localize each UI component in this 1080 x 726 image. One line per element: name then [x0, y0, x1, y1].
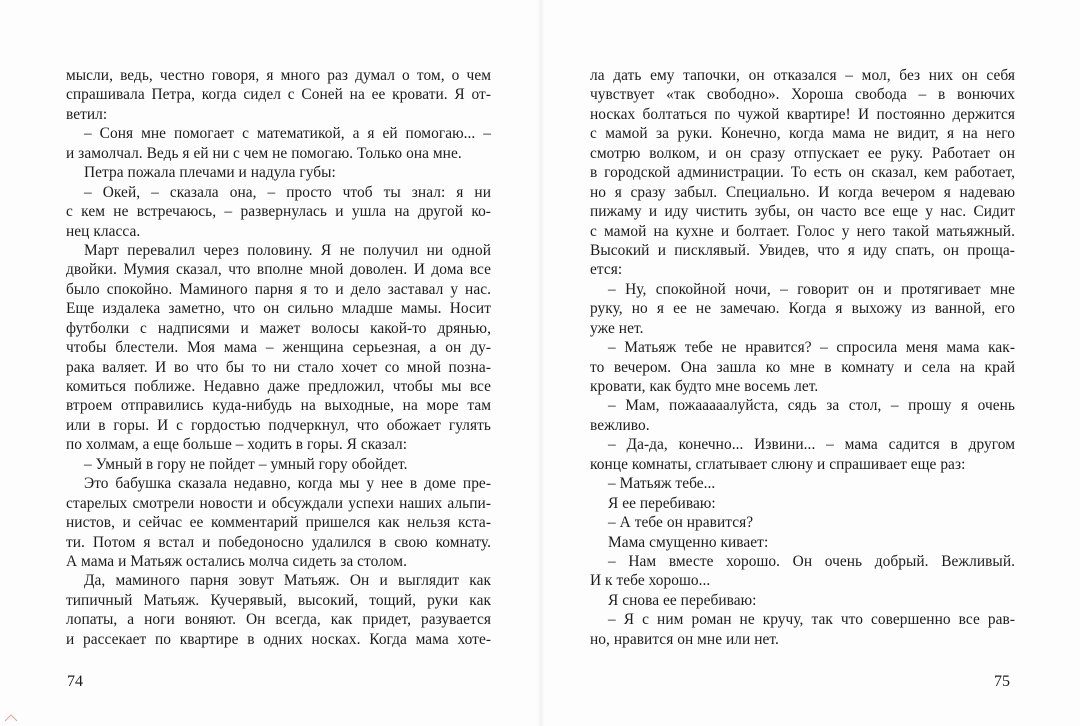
text-line: то вечером. Она зашла ко мне в комнату и села на край [590, 358, 1015, 376]
text-line: старелых смотрели новости и обсуждали успехи наших альпи- [66, 494, 491, 512]
text-line: ти. Потом я встал и победоносно удалился в свою комнату. [66, 533, 491, 551]
text-line: – Мам, пожааааалуйста, сядь за стол, – прошу я очень [608, 397, 1015, 415]
left-page-text [66, 66, 491, 649]
text-line: было спокойно. Маминого парня я то и дело заставал у нас. [66, 280, 491, 298]
text-line: руку, но я ее не замечаю. Когда я выхожу из ванной, его [590, 300, 1015, 318]
text-line: двойки. Мумия сказал, что вполне мной доволен. И дома все [66, 261, 491, 279]
left-page-number: 74 [67, 673, 83, 690]
text-line: но я сразу забыл. Специально. И когда вечером я надеваю [590, 183, 1015, 201]
text-line: Я ее перебиваю: [608, 494, 716, 512]
text-line: Высокий и писклявый. Увидев, что я иду спать, он проща- [590, 241, 1015, 259]
text-line: чтобы блестели. Моя мама – женщина серьезная, а он ду- [66, 339, 491, 357]
text-line: нец класса. [66, 222, 141, 240]
text-line: с мамой за руки. Конечно, когда мама не видит, я на него [590, 125, 1015, 143]
text-line: лопаты, а ноги воняют. Он всегда, как придет, разувается [66, 611, 491, 629]
text-line: и замолчал. Ведь я ей ни с чем не помогаю. Только она мне. [66, 144, 462, 162]
text-line: ется: [590, 261, 623, 279]
text-line: конце комнаты, сглатывает слюну и спрашивает еще раз: [590, 455, 966, 473]
right-page-text [590, 66, 1015, 649]
text-line: по холмам, а еще больше – ходить в горы. Я сказал: [66, 436, 408, 454]
text-line: уже нет. [590, 319, 644, 337]
text-line: кровати, как будто мне восемь лет. [590, 378, 819, 395]
text-line: Март перевалил через половину. Я не получил ни одной [84, 241, 491, 259]
text-line: ла дать ему тапочки, он отказался – мол, без них он себя [590, 67, 1015, 84]
text-line: но, нравится он мне или нет. [590, 630, 779, 648]
text-line: – Нам вместе хорошо. Он очень добрый. Вежливый. [608, 552, 1015, 570]
right-page-number: 75 [994, 673, 1010, 690]
text-line: типичный Матьяж. Кучерявый, высокий, тощий, руки как [66, 591, 491, 609]
text-line: чувствует «так свободно». Хороша свобода – в вонючих [590, 86, 1015, 104]
text-line: – Матьяж тебе не нравится? – спросила меня мама как- [608, 339, 1015, 357]
text-line: Это бабушка сказала недавно, когда мы у нее в доме пре- [84, 475, 491, 493]
text-line: или в горы. И с гордостью подчеркнул, что обожает гулять [66, 416, 491, 434]
text-line: мысли, ведь, честно говоря, я много раз думал о том, о чем [66, 67, 491, 84]
text-line: вежливо. [590, 416, 650, 434]
text-line: пижаму и иду чистить зубы, он часто все еще у нас. Сидит [590, 203, 1015, 221]
text-line: футболки с надписями и мажет волосы какой-то дрянью, [66, 319, 491, 337]
text-line: с кем не встречаюсь, – развернулась и ушла на другой ко- [66, 203, 491, 221]
text-line: Мама смущенно кивает: [608, 533, 769, 551]
text-line: Да, маминого парня зовут Матьяж. Он и выглядит как [84, 572, 491, 590]
text-line: спрашивала Петра, когда сидел с Соней на ее кровати. Я от- [66, 86, 491, 104]
text-line: – Окей, – сказала она, – просто чтоб ты знал: я ни [84, 183, 491, 201]
text-line: рака валяет. И во что бы то ни стало хочет со мной позна- [66, 358, 491, 376]
text-line: ветил: [66, 105, 108, 123]
text-line: – Умный в гору не пойдет – умный гору обойдет. [84, 455, 408, 473]
text-line: в городской администрации. То есть он сказал, кем работает, [590, 164, 1015, 182]
text-line: Еще издалека заметно, что он сильно младше мамы. Носит [66, 300, 491, 318]
text-line: нистов, и сейчас ее комментарий пришелся как нельзя кста- [66, 514, 491, 532]
text-line: – Да-да, конечно... Извини... – мама садится в другом [608, 436, 1015, 454]
text-line: носках болтаться по чужой квартире! И постоянно держится [590, 105, 1015, 123]
text-line: И к тебе хорошо... [590, 572, 711, 590]
text-line: – А тебе он нравится? [608, 514, 754, 532]
text-line: Петра пожала плечами и надула губы: [84, 164, 336, 182]
text-line: Я снова ее перебиваю: [608, 591, 757, 609]
text-line: – Соня мне помогает с математикой, а я ей помогаю... – [84, 125, 491, 143]
book-gutter [538, 0, 544, 726]
text-line: – Ну, спокойной ночи, – говорит он и протягивает мне [608, 280, 1015, 298]
text-line: смотрю волком, и он сразу отпускает ее руку. Работает он [590, 144, 1015, 162]
text-line: А мама и Матьяж остались молча сидеть за столом. [66, 552, 407, 570]
text-line: комиться поближе. Недавно даже предложил, чтобы мы все [66, 378, 491, 395]
text-line: – Матьяж тебе... [608, 475, 716, 493]
text-line: втроем отправились куда-нибудь на выходные, на море там [66, 397, 491, 415]
text-line: – Я с ним роман не кручу, так что совершенно все рав- [608, 611, 1015, 629]
crop-mark-icon [4, 714, 18, 722]
text-line: с мамой на кухне и болтает. Голос у него такой матьяжный. [590, 222, 1015, 240]
text-line: и рассекает по квартире в одних носках. Когда мама хоте- [66, 630, 491, 648]
